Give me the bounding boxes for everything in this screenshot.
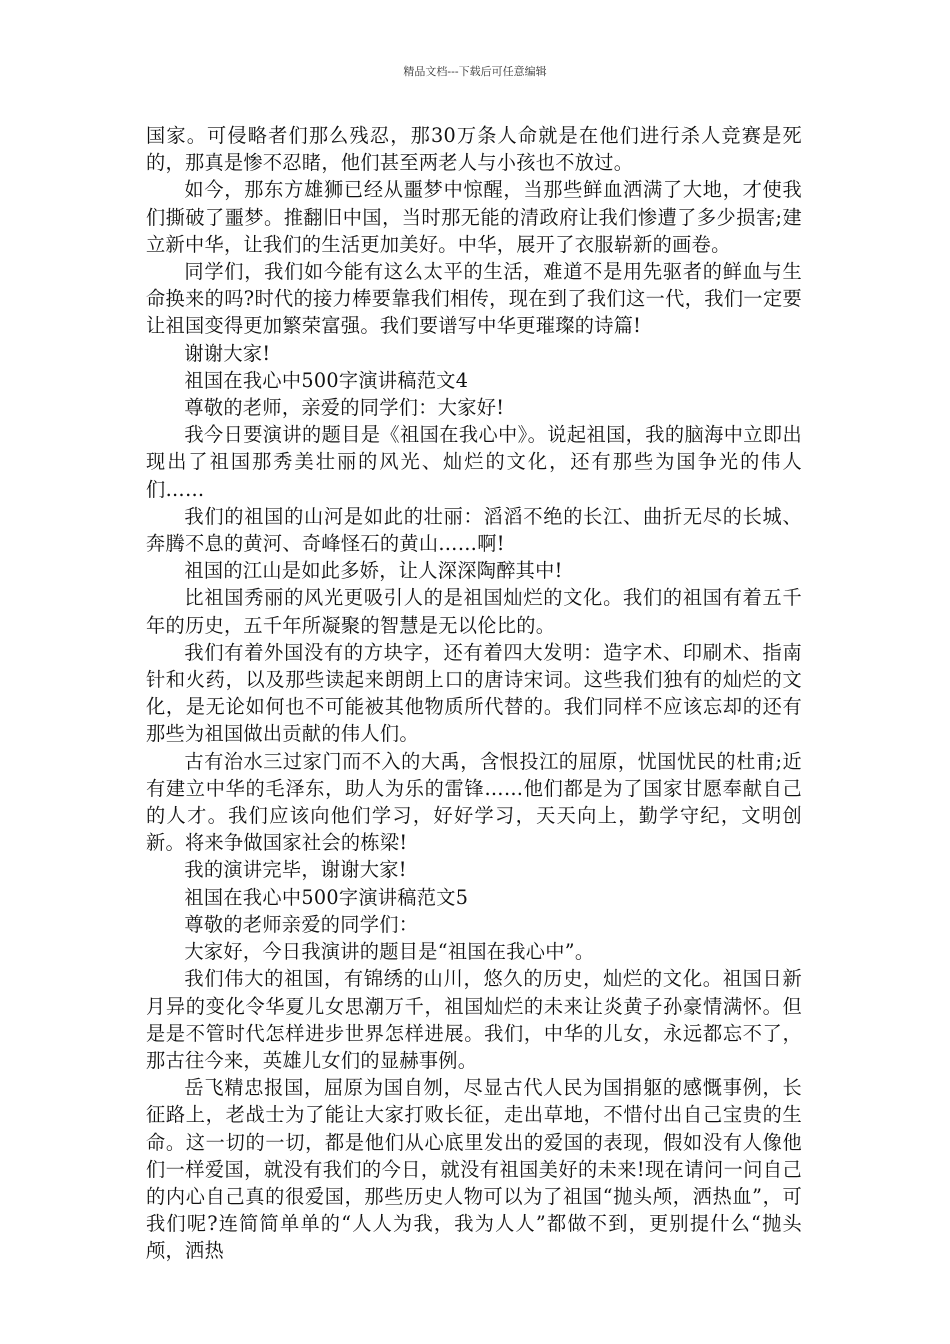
paragraph: 祖国的江山是如此多娇，让人深深陶醉其中! bbox=[184, 559, 563, 583]
closing-line: 我的演讲完毕，谢谢大家! bbox=[184, 858, 407, 882]
page-header: 精品文档---下载后可任意编辑 bbox=[403, 65, 547, 78]
paragraph: 我们有着外国没有的方块字，还有着四大发明：造字术、印刷术、指南针和火药，以及那些读起来朗朗上口的唐诗宋词。这些我们独有的灿烂的文化，是无论如何也不可能被其他物质所代替的。我们同样不应该忘却的还有那些为祖国做出贡献的伟人们。 bbox=[146, 640, 802, 746]
paragraph: 我今日要演讲的题目是《祖国在我心中》。说起祖国，我的脑海中立即出现出了祖国那秀美壮丽的风光、灿烂的文化，还有那些为国争光的伟人们…… bbox=[146, 423, 802, 501]
greeting-line: 尊敬的老师亲爱的同学们： bbox=[184, 912, 419, 936]
paragraph: 谢谢大家! bbox=[184, 341, 271, 365]
paragraph: 大家好，今日我演讲的题目是“祖国在我心中”。 bbox=[184, 940, 595, 964]
document-body bbox=[146, 122, 802, 1265]
section-heading: 祖国在我心中500字演讲稿范文5 bbox=[184, 885, 469, 909]
paragraph: 古有治水三过家门而不入的大禹，含恨投江的屈原，忧国忧民的杜甫;近有建立中华的毛泽东，助人为乐的雷锋……他们都是为了国家甘愿奉献自己的人才。我们应该向他们学习，好好学习，天天向上，勤学守纪，文明创新。将来争做国家社会的栋梁! bbox=[146, 749, 802, 855]
paragraph: 比祖国秀丽的风光更吸引人的是祖国灿烂的文化。我们的祖国有着五千年的历史，五千年所凝聚的智慧是无以伦比的。 bbox=[146, 586, 802, 637]
paragraph: 同学们，我们如今能有这么太平的生活，难道不是用先驱者的鲜血与生命换来的吗?时代的接力棒要靠我们相传，现在到了我们这一代，我们一定要让祖国变得更加繁荣富强。我们要谱写中华更璀璨的诗篇! bbox=[146, 260, 802, 338]
greeting-line: 尊敬的老师，亲爱的同学们：大家好! bbox=[184, 396, 505, 420]
paragraph: 国家。可侵略者们那么残忍，那30万条人命就是在他们进行杀人竞赛是死的，那真是惨不忍睹，他们甚至两老人与小孩也不放过。 bbox=[146, 124, 802, 175]
paragraph: 如今，那东方雄狮已经从噩梦中惊醒，当那些鲜血洒满了大地，才使我们撕破了噩梦。推翻旧中国，当时那无能的清政府让我们惨遭了多少损害;建立新中华，让我们的生活更加美好。中华，展开了衣服崭新的画卷。 bbox=[146, 178, 802, 256]
paragraph: 我们的祖国的山河是如此的壮丽：滔滔不绝的长江、曲折无尽的长城、奔腾不息的黄河、奇峰怪石的黄山……啊! bbox=[146, 504, 802, 556]
section-heading: 祖国在我心中500字演讲稿范文4 bbox=[184, 368, 469, 392]
paragraph: 我们伟大的祖国，有锦绣的山川，悠久的历史，灿烂的文化。祖国日新月异的变化令华夏儿女思潮万千，祖国灿烂的未来让炎黄子孙豪情满怀。但是是不管时代怎样进步世界怎样进展。我们，中华的儿女，永远都忘不了，那古往今来，英雄儿女们的显赫事例。 bbox=[146, 967, 802, 1072]
paragraph: 岳飞精忠报国，屈原为国自刎，尽显古代人民为国捐躯的感慨事例，长征路上，老战士为了能让大家打败长征，走出草地，不惜付出自己宝贵的生命。这一切的一切，都是他们从心底里发出的爱国的表现，假如没有人像他们一样爱国，就没有我们的今日，就没有祖国美好的未来!现在请问一问自己的内心自己真的很爱国，那些历史人物可以为了祖国“抛头颅，洒热血”，可我们呢?连简简单单的“人人为我，我为人人”都做不到，更别提什么“抛头颅，洒热 bbox=[146, 1076, 802, 1263]
